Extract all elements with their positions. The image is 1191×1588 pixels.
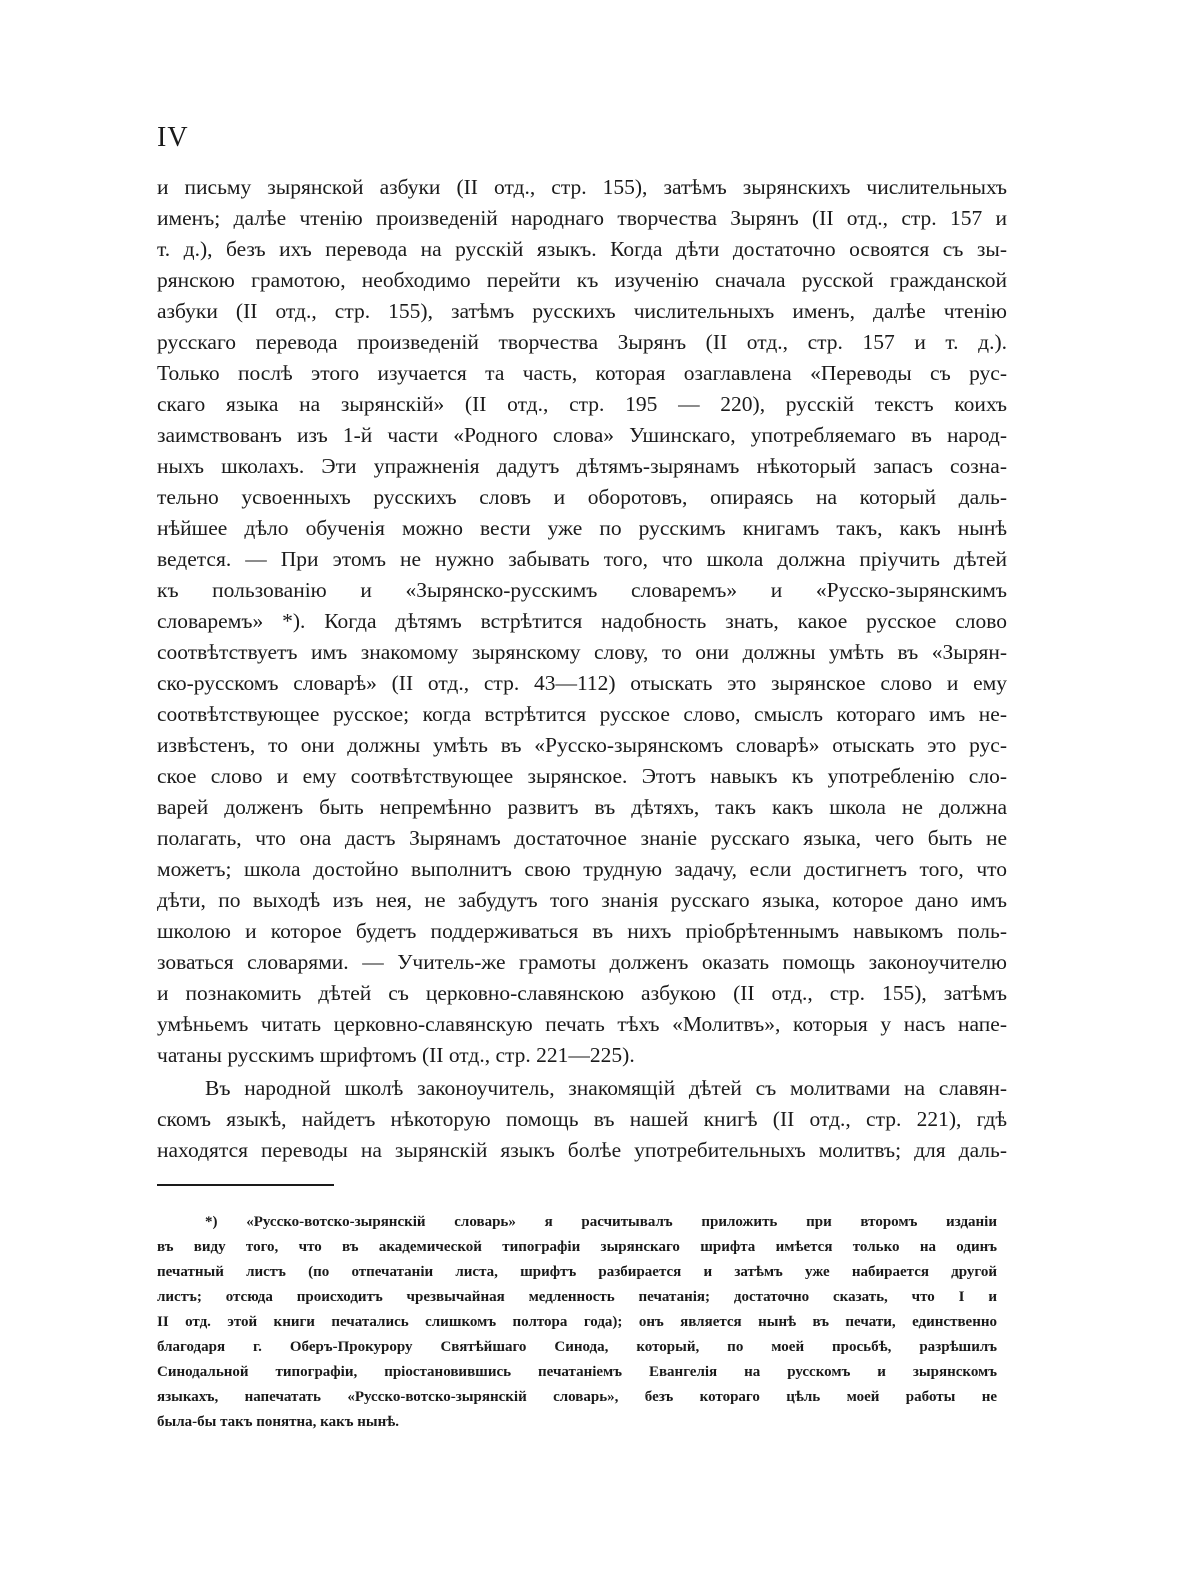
body-line: къ пользованію и «Зырянско-русскимъ словаремъ» и «Русско-зырянскимъ bbox=[157, 578, 1007, 602]
footnote-line: Синодальной типографіи, пріостановившись печатаніемъ Евангелія на русскомъ и зырянскомъ bbox=[157, 1364, 997, 1380]
body-line: находятся переводы на зырянскій языкъ болѣе употребительныхъ молитвъ; для даль- bbox=[157, 1138, 1007, 1162]
footnote-line: II отд. этой книги печатались слишкомъ полтора года); онъ является нынѣ въ печати, единственно bbox=[157, 1314, 997, 1330]
body-line: ведется. — При этомъ не нужно забывать того, что школа должна пріучить дѣтей bbox=[157, 547, 1007, 571]
body-line: ско-русскомъ словарѣ» (II отд., стр. 43—112) отыскать это зырянское слово и ему bbox=[157, 671, 1007, 695]
footnote-line: была-бы такъ понятна, какъ нынѣ. bbox=[157, 1414, 399, 1430]
body-line: азбуки (II отд., стр. 155), затѣмъ русскихъ числительныхъ именъ, далѣе чтенію bbox=[157, 299, 1007, 323]
footnote-line: *) «Русско-вотско-зырянскій словарь» я расчитывалъ приложить при второмъ изданіи bbox=[205, 1214, 997, 1230]
body-line: полагать, что она дастъ Зырянамъ достаточное знаніе русскаго языка, чего быть не bbox=[157, 826, 1007, 850]
body-line: и письму зырянской азбуки (II отд., стр. 155), затѣмъ зырянскихъ числительныхъ bbox=[157, 175, 1007, 199]
footnote-line: языкахъ, напечатать «Русско-вотско-зырянскій словарь», безъ котораго цѣль моей работы не bbox=[157, 1389, 997, 1405]
footnote-line: въ виду того, что въ академической типографіи зырянскаго шрифта имѣется только на одинъ bbox=[157, 1239, 997, 1255]
body-line: ныхъ школахъ. Эти упражненія дадутъ дѣтямъ-зырянамъ нѣкоторый запасъ созна- bbox=[157, 454, 1007, 478]
body-line: ское слово и ему соотвѣтствующее зырянское. Этотъ навыкъ къ употребленію сло- bbox=[157, 764, 1007, 788]
body-line: скаго языка на зырянскій» (II отд., стр. 195 — 220), русскій текстъ коихъ bbox=[157, 392, 1007, 416]
body-line: школою и которое будетъ поддерживаться въ нихъ пріобрѣтеннымъ навыкомъ поль- bbox=[157, 919, 1007, 943]
footnote-line: листъ; отсюда происходитъ чрезвычайная медленность печатанія; достаточно сказать, что I и bbox=[157, 1289, 997, 1305]
body-line: Только послѣ этого изучается та часть, которая озаглавлена «Переводы съ рус- bbox=[157, 361, 1007, 385]
body-line: соотвѣтствуетъ имъ знакомому зырянскому слову, то они должны умѣть въ «Зырян- bbox=[157, 640, 1007, 664]
body-line: русскаго перевода произведеній творчества Зырянъ (II отд., стр. 157 и т. д.). bbox=[157, 330, 1007, 354]
body-line: заимствованъ изъ 1-й части «Родного слова» Ушинскаго, употребляемаго въ народ- bbox=[157, 423, 1007, 447]
body-line: умѣньемъ читать церковно-славянскую печать тѣхъ «Молитвъ», которыя у насъ напе- bbox=[157, 1012, 1007, 1036]
body-line: скомъ языкѣ, найдетъ нѣкоторую помощь въ нашей книгѣ (II отд., стр. 221), гдѣ bbox=[157, 1107, 1007, 1131]
body-line: варей долженъ быть непремѣнно развитъ въ дѣтяхъ, такъ какъ школа не должна bbox=[157, 795, 1007, 819]
footnote-line: печатный листъ (по отпечатаніи листа, шрифтъ разбирается и затѣмъ уже набирается другой bbox=[157, 1264, 997, 1280]
body-line: тельно усвоенныхъ русскихъ словъ и оборотовъ, опираясь на который даль- bbox=[157, 485, 1007, 509]
body-line: нѣйшее дѣло обученія можно вести уже по русскимъ книгамъ такъ, какъ нынѣ bbox=[157, 516, 1007, 540]
body-line: т. д.), безъ ихъ перевода на русскій языкъ. Когда дѣти достаточно освоятся съ зы- bbox=[157, 237, 1007, 261]
body-line: словаремъ» *). Когда дѣтямъ встрѣтится надобность знать, какое русское слово bbox=[157, 609, 1007, 633]
body-line: можетъ; школа достойно выполнитъ свою трудную задачу, если достигнетъ того, что bbox=[157, 857, 1007, 881]
body-line: рянскою грамотою, необходимо перейти къ изученію сначала русской гражданской bbox=[157, 268, 1007, 292]
body-line: Въ народной школѣ законоучитель, знакомящій дѣтей съ молитвами на славян- bbox=[205, 1076, 1007, 1100]
body-line: зоваться словарями. — Учитель-же грамоты долженъ оказать помощь законоучителю bbox=[157, 950, 1007, 974]
body-line: извѣстенъ, то они должны умѣть въ «Русско-зырянскомъ словарѣ» отыскать это рус- bbox=[157, 733, 1007, 757]
body-line: соотвѣтствующее русское; когда встрѣтится русское слово, смыслъ котораго имъ не- bbox=[157, 702, 1007, 726]
body-line: чатаны русскимъ шрифтомъ (II отд., стр. 221—225). bbox=[157, 1043, 635, 1067]
page-number: IV bbox=[157, 122, 189, 153]
footnote-line: благодаря г. Оберъ-Прокурору Святѣйшаго Синода, который, по моей просьбѣ, разрѣшилъ bbox=[157, 1339, 997, 1355]
body-line: именъ; далѣе чтенію произведеній народнаго творчества Зырянъ (II отд., стр. 157 и bbox=[157, 206, 1007, 230]
footnote-separator bbox=[157, 1184, 334, 1186]
body-line: дѣти, по выходѣ изъ нея, не забудутъ того знанія русскаго языка, которое дано имъ bbox=[157, 888, 1007, 912]
body-line: и познакомить дѣтей съ церковно-славянскою азбукою (II отд., стр. 155), затѣмъ bbox=[157, 981, 1007, 1005]
